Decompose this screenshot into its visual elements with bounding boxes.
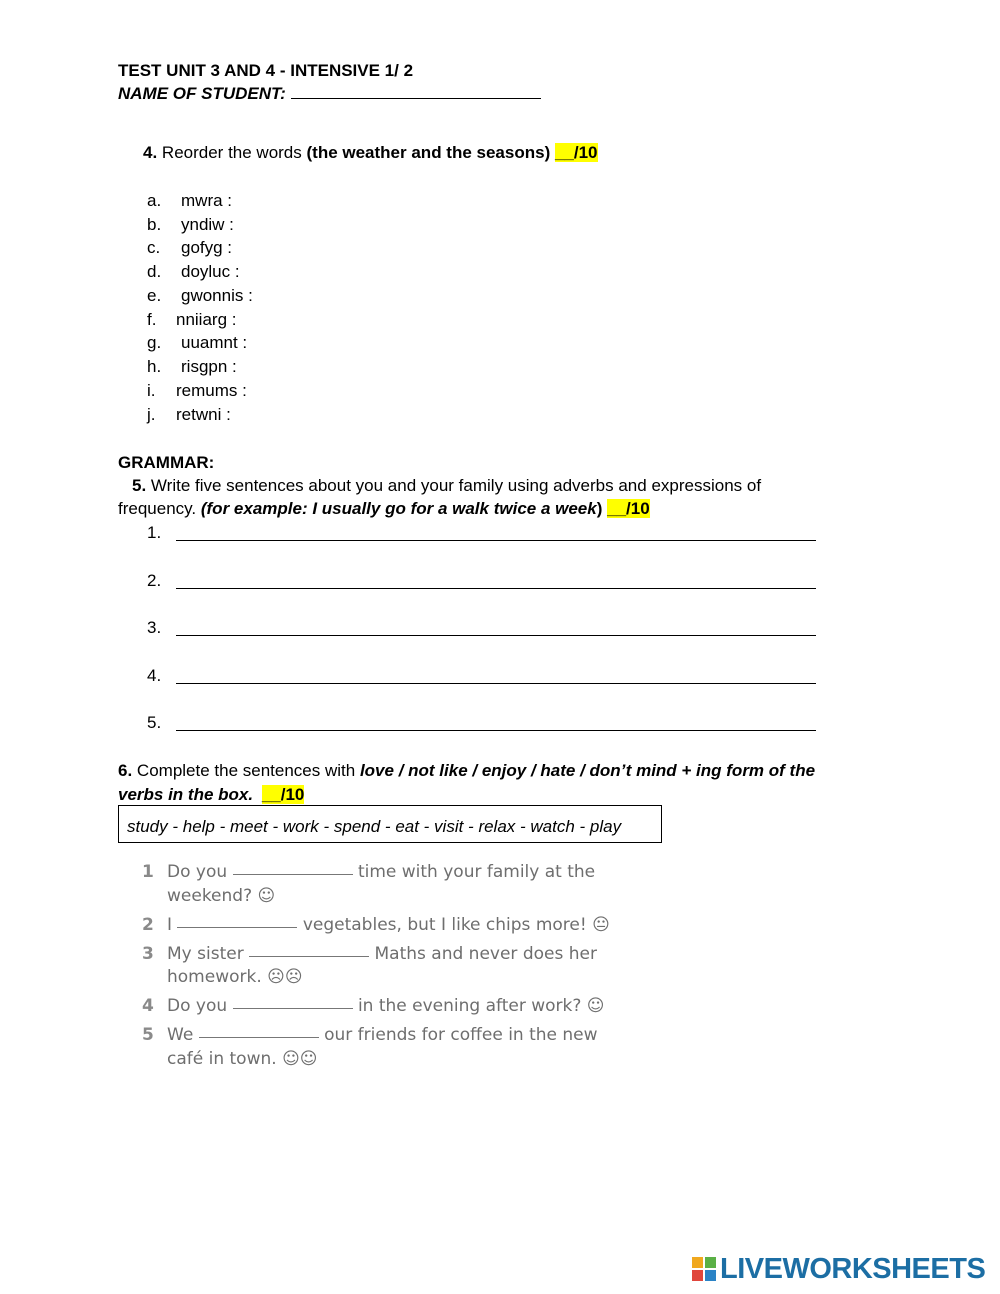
sentence-number: 4. (147, 666, 162, 685)
exercise-continuation: weekend? ☺ (167, 886, 276, 906)
word-box-text: study - help - meet - work - spend - eat - visit - relax - watch - play (127, 817, 622, 836)
section-6-instruction-line1: 6. Complete the sentences with love / not like / enjoy / hate / don’t mind + ing form of the (118, 761, 816, 780)
sentence-line-1[interactable] (176, 540, 816, 541)
list-item: b. yndiw : (147, 215, 234, 234)
sentence-number: 2. (147, 571, 162, 590)
exercise-item: 5 We our friends for coffee in the new (142, 1025, 598, 1045)
section-6-instruction-line2: verbs in the box. __/10 (118, 785, 305, 804)
sentence-number: 3. (147, 618, 162, 637)
answer-blank[interactable] (233, 873, 353, 875)
list-item: f. nniiarg : (147, 310, 237, 329)
sentence-line-3[interactable] (176, 635, 816, 636)
list-item: c. gofyg : (147, 238, 233, 257)
list-item: h. risgpn : (147, 357, 237, 376)
list-item: e. gwonnis : (147, 286, 253, 305)
exercise-item: 1 Do you time with your family at the (142, 862, 596, 882)
section-4-heading (143, 143, 598, 163)
list-item: d. doyluc : (147, 262, 240, 281)
exercise-continuation: café in town. ☺☺ (167, 1049, 318, 1069)
section-4-instruction: Reorder the words (161, 143, 302, 162)
grammar-heading: GRAMMAR: (118, 453, 215, 472)
sentence-number: 5. (147, 713, 162, 732)
section-4-number: 4. (143, 143, 158, 162)
section-5-instruction-line2: frequency. (for example: I usually go for a walk twice a week) __/10 (118, 499, 650, 518)
exercise-item: 4 Do you in the evening after work? ☺ (142, 996, 605, 1016)
list-item: g. uuamnt : (147, 333, 248, 352)
answer-blank[interactable] (199, 1036, 319, 1038)
sentence-number: 1. (147, 523, 162, 542)
sentence-line-5[interactable] (176, 730, 816, 731)
section-4-score: __/10 (554, 143, 598, 162)
sentence-line-4[interactable] (176, 683, 816, 684)
student-name-label: NAME OF STUDENT: (118, 84, 286, 103)
section-4-topic: (the weather and the seasons) (306, 143, 551, 162)
exercise-item: 2 I vegetables, but I like chips more! 😐 (142, 915, 610, 935)
section-5-example: (for example: I usually go for a walk twice a week (200, 499, 597, 518)
answer-blank[interactable] (177, 926, 297, 928)
section-6-score: __/10 (261, 785, 305, 804)
list-item: i. remums : (147, 381, 247, 400)
section-5-number: 5. (132, 476, 147, 495)
section-5-instruction-line1: 5. Write five sentences about you and your family using adverbs and expressions of (132, 476, 762, 495)
section-5-score: __/10 (607, 499, 650, 518)
student-name-row (118, 84, 541, 104)
word-box (118, 805, 662, 843)
list-item: j. retwni : (147, 405, 231, 424)
student-name-field[interactable] (291, 84, 541, 99)
sentence-line-2[interactable] (176, 588, 816, 589)
list-item: a. mwra : (147, 191, 232, 210)
section-6-number: 6. (118, 761, 133, 780)
answer-blank[interactable] (233, 1007, 353, 1009)
test-title: TEST UNIT 3 AND 4 - INTENSIVE 1/ 2 (118, 61, 414, 80)
answer-blank[interactable] (249, 955, 369, 957)
exercise-item: 3 My sister Maths and never does her (142, 944, 597, 964)
liveworksheets-logo-icon (692, 1257, 716, 1281)
exercise-continuation: homework. ☹☹ (167, 967, 303, 987)
liveworksheets-logo: LIVEWORKSHEETS (720, 1253, 986, 1285)
